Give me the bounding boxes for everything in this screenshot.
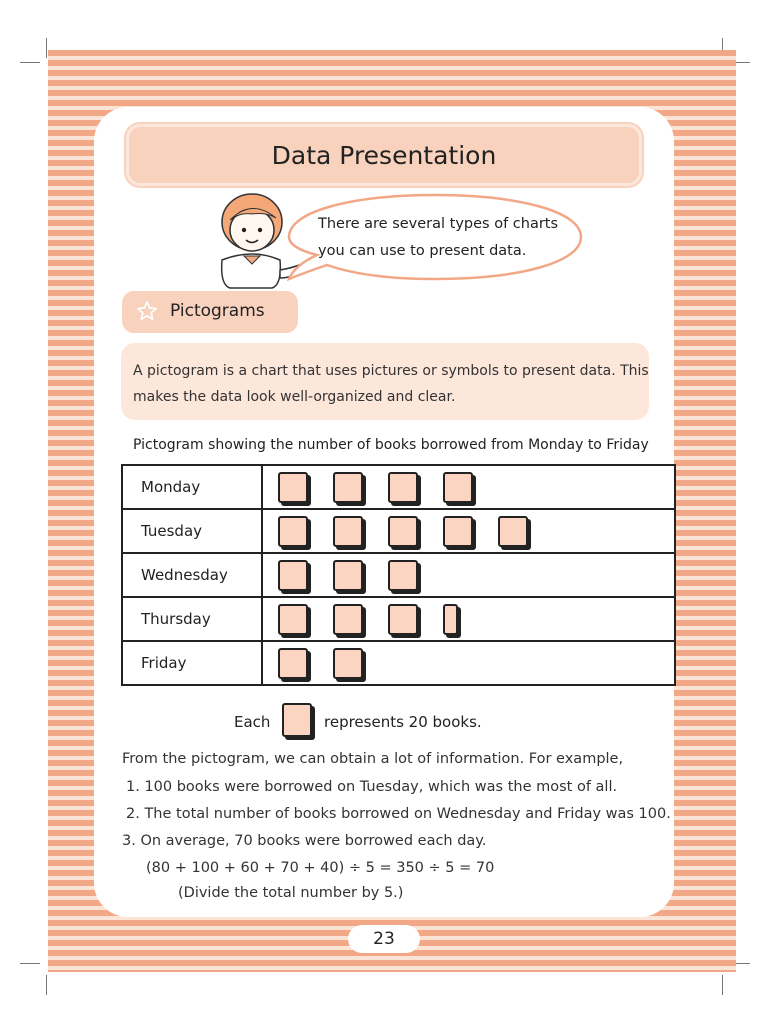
page-number: 23 (348, 925, 420, 953)
crop-mark (722, 975, 723, 995)
chart-title: Pictogram showing the number of books borrowed from Monday to Friday (133, 437, 649, 453)
book-icon (333, 604, 363, 635)
key-suffix: represents 20 books. (324, 713, 482, 731)
day-label: Tuesday (122, 509, 262, 553)
day-label: Thursday (122, 597, 262, 641)
book-icon (333, 648, 363, 679)
crop-mark (20, 963, 40, 964)
book-icons-cell (262, 597, 675, 641)
book-icon-row (263, 648, 674, 679)
book-icon (278, 560, 308, 591)
crop-mark (46, 38, 47, 58)
section-title: Pictograms (170, 301, 265, 321)
book-icon (333, 560, 363, 591)
book-icon (333, 472, 363, 503)
book-icon (333, 516, 363, 547)
book-icon (278, 648, 308, 679)
book-icons-cell (262, 553, 675, 597)
day-label: Monday (122, 465, 262, 509)
average-equation: (80 + 100 + 60 + 70 + 40) ÷ 5 = 350 ÷ 5 = 70 (146, 860, 495, 876)
book-icon (282, 703, 312, 737)
page-title: Data Presentation (271, 140, 497, 170)
half-book-icon (443, 604, 458, 635)
book-icons-cell (262, 509, 675, 553)
fact-item: 2. The total number of books borrowed on Wednesday and Friday was 100. (126, 806, 671, 822)
book-icons-cell (262, 465, 675, 509)
pictogram-row (122, 597, 675, 641)
definition-box (121, 343, 649, 420)
pictogram-table (121, 464, 676, 686)
crop-mark (46, 975, 47, 995)
book-icon (278, 604, 308, 635)
explanation-intro: From the pictogram, we can obtain a lot of information. For example, (122, 751, 624, 767)
star-icon (136, 300, 158, 322)
book-icon (388, 472, 418, 503)
day-label: Friday (122, 641, 262, 685)
pictogram-row (122, 553, 675, 597)
book-icon (388, 560, 418, 591)
speech-line: There are several types of charts (318, 216, 559, 232)
book-icon (278, 516, 308, 547)
book-icon-row (263, 604, 674, 635)
book-icon (443, 472, 473, 503)
pictogram-row (122, 641, 675, 685)
title-banner (126, 124, 642, 186)
book-icon-row (263, 560, 674, 591)
equation-note: (Divide the total number by 5.) (178, 885, 404, 901)
speech-text (318, 211, 588, 265)
book-icon (443, 516, 473, 547)
pictogram-row (122, 509, 675, 553)
crop-mark (20, 62, 40, 63)
book-icons-cell (262, 641, 675, 685)
book-icon (278, 472, 308, 503)
definition-text: A pictogram is a chart that uses pictures or symbols to present data. This makes the data look well-organized and clear. (133, 363, 649, 405)
speech-line: you can use to present data. (318, 243, 527, 259)
fact-item: 3. On average, 70 books were borrowed each day. (122, 833, 487, 849)
book-icon-row (263, 472, 674, 503)
key-prefix: Each (234, 713, 271, 731)
day-label: Wednesday (122, 553, 262, 597)
pictogram-row (122, 465, 675, 509)
section-heading (122, 291, 298, 333)
book-icon (498, 516, 528, 547)
book-icon (388, 516, 418, 547)
book-icon-row (263, 516, 674, 547)
fact-item: 1. 100 books were borrowed on Tuesday, which was the most of all. (126, 779, 618, 795)
book-icon (388, 604, 418, 635)
